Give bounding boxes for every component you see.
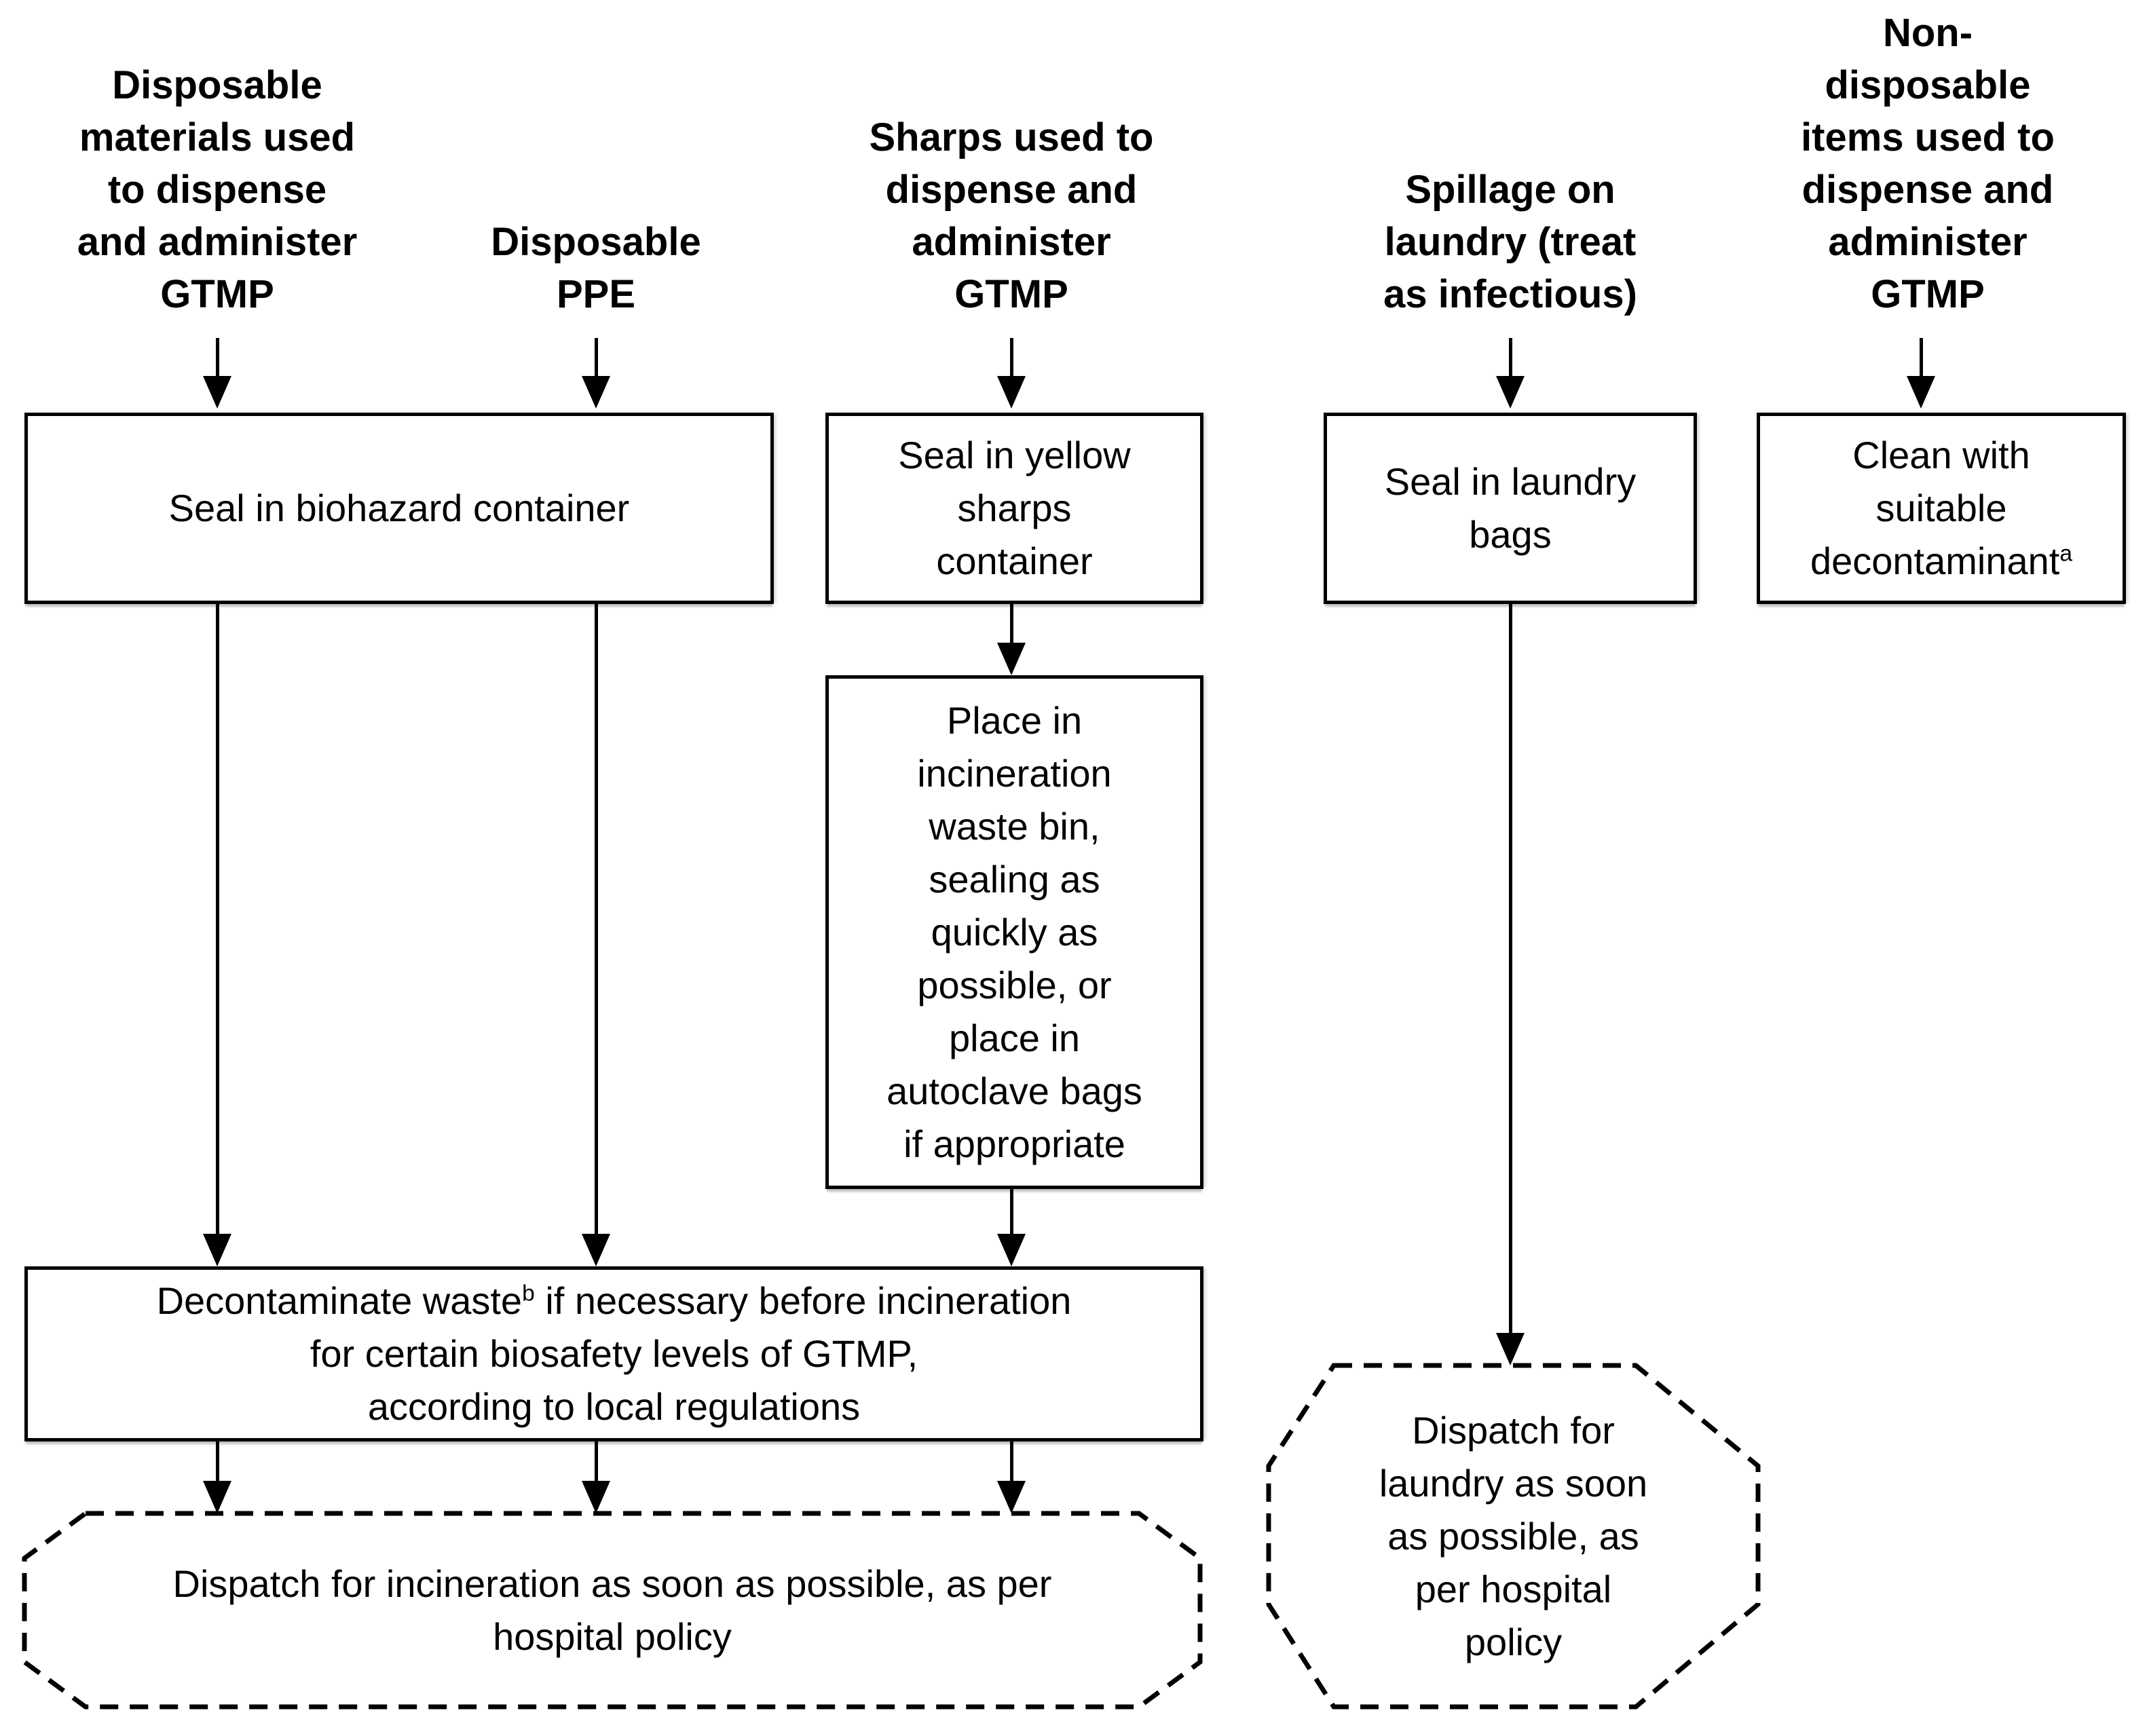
arrow-materials-to-biohazard	[202, 338, 232, 409]
arrow-spillage-to-laundry-bags	[1495, 338, 1525, 409]
box-clean-decontaminant-label: Clean with suitable decontaminant$^a$	[1810, 429, 2072, 588]
arrow-decontaminate-to-dispatch-3	[996, 1441, 1026, 1513]
arrow-decontaminate-to-dispatch-2	[581, 1441, 611, 1513]
box-seal-biohazard-label: Seal in biohazard container	[168, 487, 630, 529]
box-seal-biohazard	[24, 413, 774, 604]
header-disposable-ppe: Disposable PPE	[491, 220, 701, 316]
box-decontaminate-waste	[24, 1266, 1203, 1441]
box-clean-decontaminant	[1757, 413, 2126, 604]
box-seal-laundry-label: Seal in laundry bags	[1384, 460, 1637, 556]
arrow-decontaminate-to-dispatch-1	[202, 1441, 232, 1513]
box-seal-sharps	[825, 413, 1203, 604]
box-incineration-bin-label: Place in incineration waste bin, sealing as quickly as possible, or place in autoclave bags if appropriate	[886, 698, 1142, 1165]
arrow-ppe-to-biohazard	[581, 338, 611, 409]
decontaminate-line-1: Decontaminate waste$^b$ if necessary before incineration	[156, 1279, 1072, 1322]
footnote-marker-a: a	[2059, 541, 2073, 567]
arrow-sharps-container-to-bin	[996, 604, 1026, 675]
decontaminate-line-2: for certain biosafety levels of GTMP,	[310, 1332, 918, 1375]
header-non-disposable: Non- disposable items used to dispense and administer GTMP	[1801, 11, 2055, 316]
decontaminate-line-3: according to local regulations	[367, 1385, 861, 1428]
arrow-sharps-to-sharps-container	[996, 338, 1026, 409]
box-seal-sharps-label: Seal in yellow sharps container	[898, 434, 1131, 582]
arrow-nondisposable-to-clean	[1906, 338, 1936, 409]
arrow-biohazard-right-to-decontaminate	[581, 604, 611, 1266]
box-decontaminate-waste-label	[157, 1275, 1072, 1433]
dispatch-laundry-label: Dispatch for laundry as soon as possible, as per hospital policy	[1379, 1408, 1648, 1663]
decontaminant-superscript-line: decontaminant$^a$	[1810, 540, 2073, 582]
arrow-laundry-bags-to-dispatch	[1495, 604, 1525, 1365]
dispatch-incineration-label: Dispatch for incineration as soon as possible, as per hospital policy	[172, 1562, 1052, 1658]
footnote-marker-b: b	[522, 1281, 535, 1306]
header-sharps: Sharps used to dispense and administer GTMP	[869, 115, 1154, 316]
header-disposable-materials: Disposable materials used to dispense and administer GTMP	[77, 63, 358, 316]
box-incineration-bin	[825, 675, 1203, 1189]
header-spillage-laundry: Spillage on laundry (treat as infectious)	[1383, 168, 1637, 316]
arrow-bin-to-decontaminate	[996, 1189, 1026, 1266]
box-seal-laundry	[1324, 413, 1697, 604]
arrow-biohazard-left-to-decontaminate	[202, 604, 232, 1266]
